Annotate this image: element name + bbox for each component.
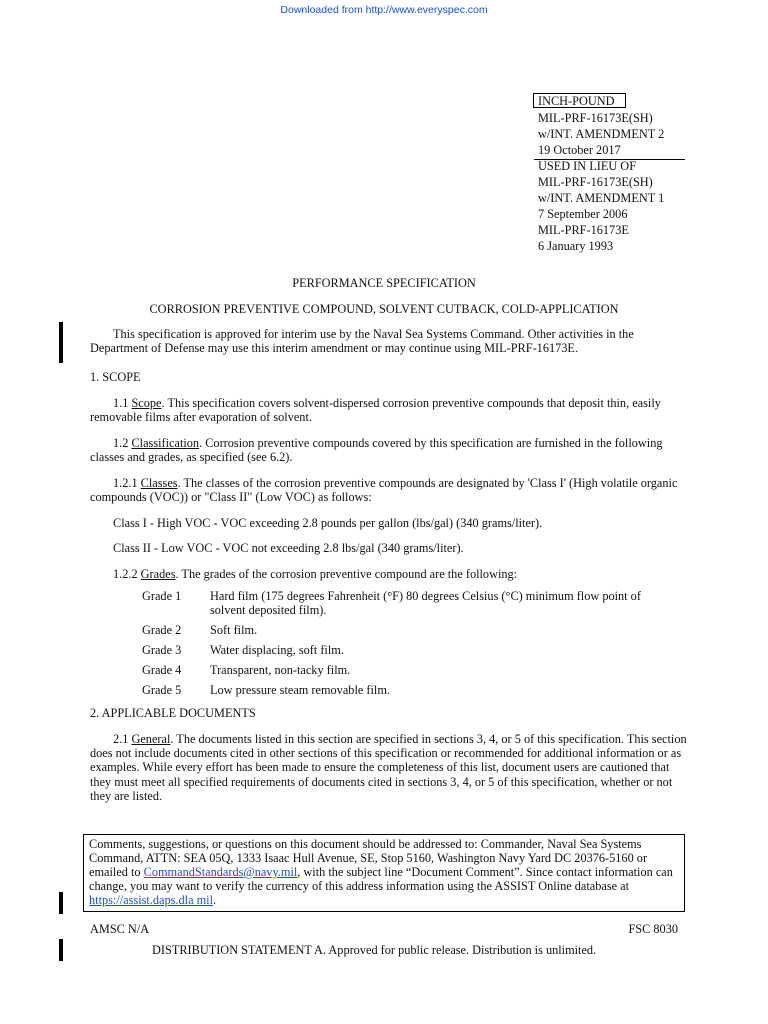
grade-description: Low pressure steam removable film.: [210, 683, 390, 697]
notice-text: .: [213, 893, 217, 907]
spec-title: CORROSION PREVENTIVE COMPOUND, SOLVENT CUTBACK, COLD-APPLICATION: [149, 302, 619, 316]
grade-description: Soft film.: [210, 623, 258, 637]
paragraph-number: 1.2: [113, 436, 132, 450]
paragraph-number: 1.2.2: [113, 567, 141, 581]
paragraph-text: . Corrosion preventive compounds covered by this specification are furnished in the following classes and grades, as specified (see 6.2).: [90, 436, 663, 465]
document-identifier-block: [538, 110, 664, 254]
grade-description: Transparent, non-tacky film.: [210, 663, 351, 677]
class-1-definition: Class I - High VOC - VOC exceeding 2.8 pounds per gallon (lbs/gal) (340 grams/liter).: [113, 516, 543, 530]
doc-id-line: 6 January 1993: [538, 239, 614, 253]
section-heading-scope: 1. SCOPE: [90, 370, 141, 384]
doc-id-line: 7 September 2006: [538, 207, 628, 221]
doc-id-line: w/INT. AMENDMENT 2: [538, 127, 665, 141]
paragraph-text: . The grades of the corrosion preventive compound are the following:: [175, 567, 518, 581]
revision-bar: [59, 892, 63, 914]
paragraph-number: 1.2.1: [113, 476, 141, 490]
paragraph-number: 2.1: [113, 732, 132, 746]
supersession-divider: [534, 159, 685, 160]
paragraph-term: Classes: [140, 476, 178, 490]
grade-label: Grade 3: [142, 643, 182, 657]
paragraph-1-1: [90, 396, 690, 424]
grade-label: Grade 2: [142, 623, 182, 637]
paragraph-text: . The classes of the corrosion preventive compounds are designated by 'Class I' (High volatile organic compounds (VOC)) or "Class II" (Low VOC) as follows:: [90, 476, 678, 505]
doc-id-line: MIL-PRF-16173E: [538, 223, 629, 237]
doc-id-line: MIL-PRF-16173E(SH): [538, 111, 653, 125]
download-source-note: Downloaded from http://www.everyspec.com: [280, 4, 488, 16]
revision-bar: [59, 939, 63, 961]
paragraph-term: Grades: [140, 567, 176, 581]
paragraph-1-2-2: [90, 567, 690, 581]
class-2-definition: Class II - Low VOC - VOC not exceeding 2.8 lbs/gal (340 grams/liter).: [113, 541, 464, 555]
paragraph-1-2: [90, 436, 690, 464]
grade-label: Grade 4: [142, 663, 182, 677]
paragraph-text: . The documents listed in this section are specified in sections 3, 4, or 5 of this specification. This section does not include documents cited in other sections of this specification or recommended for additional information or as examples. While every effort has been made to ensure the completeness of this list, document users are cautioned that they must meet all specified requirements of documents cited in sections 3, 4, or 5 of this specification, whether or not they are listed.: [90, 732, 687, 803]
amsc-designation: AMSC N/A: [90, 922, 150, 936]
doc-id-line: MIL-PRF-16173E(SH): [538, 175, 653, 189]
grade-label: Grade 1: [142, 589, 182, 603]
section-heading-applicable-documents: 2. APPLICABLE DOCUMENTS: [90, 706, 256, 720]
doc-id-line: USED IN LIEU OF: [538, 159, 637, 173]
grade-label: Grade 5: [142, 683, 182, 697]
distribution-statement: DISTRIBUTION STATEMENT A. Approved for public release. Distribution is unlimited.: [152, 943, 597, 957]
paragraph-term: Scope: [131, 396, 162, 410]
fsc-code: FSC 8030: [628, 922, 678, 936]
inch-pound-box: INCH-POUND: [533, 93, 626, 108]
paragraph-1-2-1: [90, 476, 690, 504]
paragraph-term: General: [131, 732, 171, 746]
paragraph-number: 1.1: [113, 396, 132, 410]
paragraph-term: Classification: [131, 436, 200, 450]
email-link[interactable]: CommandStandards@navy.mil: [143, 865, 298, 879]
doc-id-line: 19 October 2017: [538, 143, 621, 157]
notice-text: Comments, suggestions, or questions on this document should be addressed to: Commander, Naval Sea Systems Command, ATTN: SEA 05Q, 1333 Isaac Hull Avenue, SE, Stop 5160, Washington Navy Yard DC 20376-5160 or emailed to: [89, 837, 648, 879]
comments-notice-box: [83, 834, 685, 912]
paragraph-2-1: [90, 732, 690, 803]
doc-id-line: w/INT. AMENDMENT 1: [538, 191, 665, 205]
paragraph-text: . This specification covers solvent-dispersed corrosion preventive compounds that deposit thin, easily removable films after evaporation of solvent.: [90, 396, 661, 425]
interim-approval-paragraph: This specification is approved for interim use by the Naval Sea Systems Command. Other activities in the Department of Defense may use this interim amendment or may continue using MIL-PRF-16173E.: [90, 327, 634, 356]
grade-description: Water displacing, soft film.: [210, 643, 344, 657]
grade-description: Hard film (175 degrees Fahrenheit (°F) 80 degrees Celsius (°C) minimum flow point of solvent deposited film).: [210, 589, 641, 618]
notice-text: , with the subject line “Document Comment”. Since contact information can change, you may want to verify the currency of this address information using the ASSIST Online database at: [89, 865, 673, 893]
revision-bar: [59, 322, 63, 363]
assist-database-link[interactable]: https://assist.daps.dla mil: [89, 893, 213, 907]
spec-type-title: PERFORMANCE SPECIFICATION: [292, 276, 476, 290]
